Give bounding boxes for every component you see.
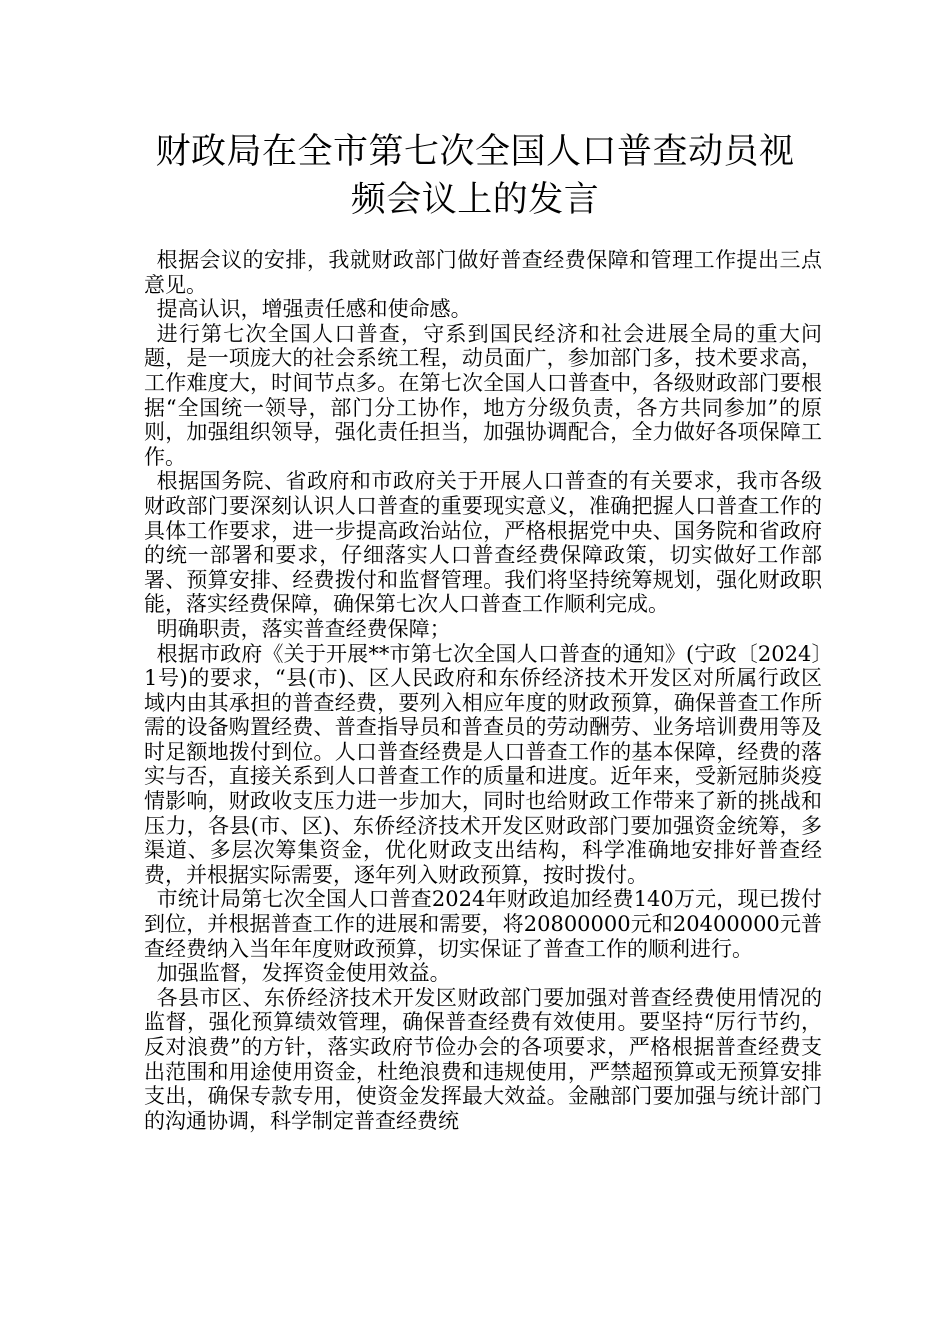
- title-line-2: 频会议上的发言: [350, 180, 600, 220]
- document-body: [144, 248, 822, 1133]
- paragraph-intro: 根据会议的安排，我就财政部门做好普查经费保障和管理工作提出三点意见。: [144, 248, 822, 297]
- paragraph-body: 根据国务院、省政府和市政府关于开展人口普查的有关要求，我市各级财政部门要深刻认识人口普查的重要现实意义，准确把握人口普查工作的具体工作要求，进一步提高政治站位，严格根据党中央、国务院和省政府的统一部署和要求，仔细落实人口普查经费保障政策，切实做好工作部署、预算安排、经费拨付和监督管理。我们将坚持统筹规划，强化财政职能，落实经费保障，确保第七次人口普查工作顺利完成。: [144, 469, 822, 617]
- paragraph-body: 根据市政府《关于开展**市第七次全国人口普查的通知》(宁政〔2024〕1号)的要求，“县(市)、区人民政府和东侨经济技术开发区对所属行政区域内由其承担的普查经费，要列入相应年度的财政预算，确保普查工作所需的设备购置经费、普查指导员和普查员的劳动酬劳、业务培训费用等及时足额地拨付到位。人口普查经费是人口普查工作的基本保障，经费的落实与否，直接关系到人口普查工作的质量和进度。近年来，受新冠肺炎疫情影响，财政收支压力进一步加大，同时也给财政工作带来了新的挑战和压力，各县(市、区)、东侨经济技术开发区财政部门要加强资金统筹，多渠道、多层次筹集资金，优化财政支出结构，科学准确地安排好普查经费，并根据实际需要，逐年列入财政预算，按时拨付。: [144, 641, 822, 887]
- title-line-1: 财政局在全市第七次全国人口普查动员视: [155, 132, 795, 172]
- paragraph-heading-2: 明确职责，落实普查经费保障；: [156, 616, 451, 641]
- paragraph-body: 进行第七次全国人口普查，守系到国民经济和社会进展全局的重大问题，是一项庞大的社会系统工程，动员面广，参加部门多，技术要求高，工作难度大，时间节点多。在第七次全国人口普查中，各级财政部门要根据“全国统一领导，部门分工协作，地方分级负责，各方共同参加”的原则，加强组织领导，强化责任担当，加强协调配合，全力做好各项保障工作。: [144, 321, 822, 469]
- paragraph-body: 市统计局第七次全国人口普查2024年财政追加经费140万元，现已拨付到位，并根据普查工作的进展和需要，将20800000元和20400000元普查经费纳入当年年度财政预算，切实保证了普查工作的顺利进行。: [144, 887, 822, 961]
- document-title: [120, 128, 830, 224]
- paragraph-heading-3: 加强监督，发挥资金使用效益。: [156, 961, 451, 986]
- paragraph-body: 各县市区、东侨经济技术开发区财政部门要加强对普查经费使用情况的监督，强化预算绩效管理，确保普查经费有效使用。要坚持“厉行节约，反对浪费”的方针，落实政府节俭办会的各项要求，严格根据普查经费支出范围和用途使用资金，杜绝浪费和违规使用，严禁超预算或无预算安排支出，确保专款专用，使资金发挥最大效益。金融部门要加强与统计部门的沟通协调，科学制定普查经费统: [144, 985, 822, 1133]
- paragraph-heading-1: 提高认识，增强责任感和使命感。: [156, 297, 472, 322]
